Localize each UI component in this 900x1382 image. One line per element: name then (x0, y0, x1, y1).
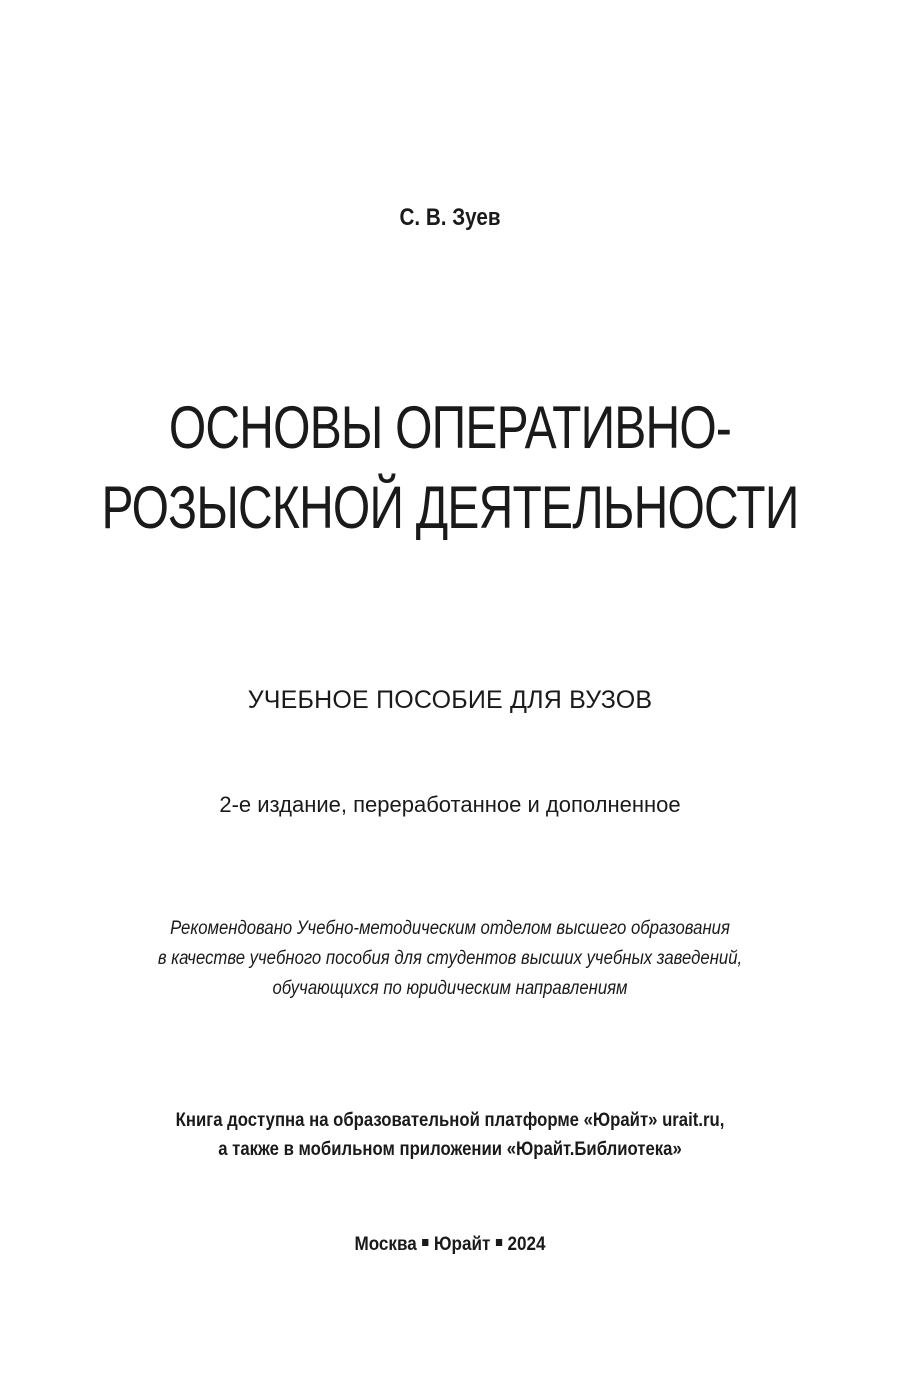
availability-line-2: а также в мобильном приложении «Юрайт.Библиотека» (218, 1139, 682, 1160)
imprint-publisher: Юрайт (433, 1234, 491, 1255)
imprint-year: 2024 (507, 1234, 546, 1255)
book-title (90, 388, 810, 548)
recommendation-note (54, 914, 846, 1004)
recommendation-line-1: Рекомендовано Учебно-методическим отделом высшего образования (170, 918, 730, 939)
book-subtitle: УЧЕБНОЕ ПОСОБИЕ ДЛЯ ВУЗОВ (247, 686, 653, 714)
availability-note (54, 1106, 846, 1164)
recommendation-line-3: обучающихся по юридическим направлениям (272, 978, 628, 999)
book-title-line-1: ОСНОВЫ ОПЕРАТИВНО- (168, 394, 732, 461)
recommendation-line-2: в качестве учебного пособия для студентов высших учебных заведений, (157, 948, 743, 969)
imprint-city: Москва (354, 1234, 417, 1255)
availability-line-1: Книга доступна на образовательной платформе «Юрайт» urait.ru, (175, 1110, 725, 1131)
author-name: С. В. Зуев (399, 204, 501, 231)
square-separator-icon (422, 1239, 428, 1246)
imprint (45, 1234, 855, 1256)
edition-note: 2-е издание, переработанное и дополненное (219, 792, 681, 817)
book-title-line-2: РОЗЫСКНОЙ ДЕЯТЕЛЬНОСТИ (101, 474, 799, 541)
square-separator-icon (496, 1239, 502, 1246)
